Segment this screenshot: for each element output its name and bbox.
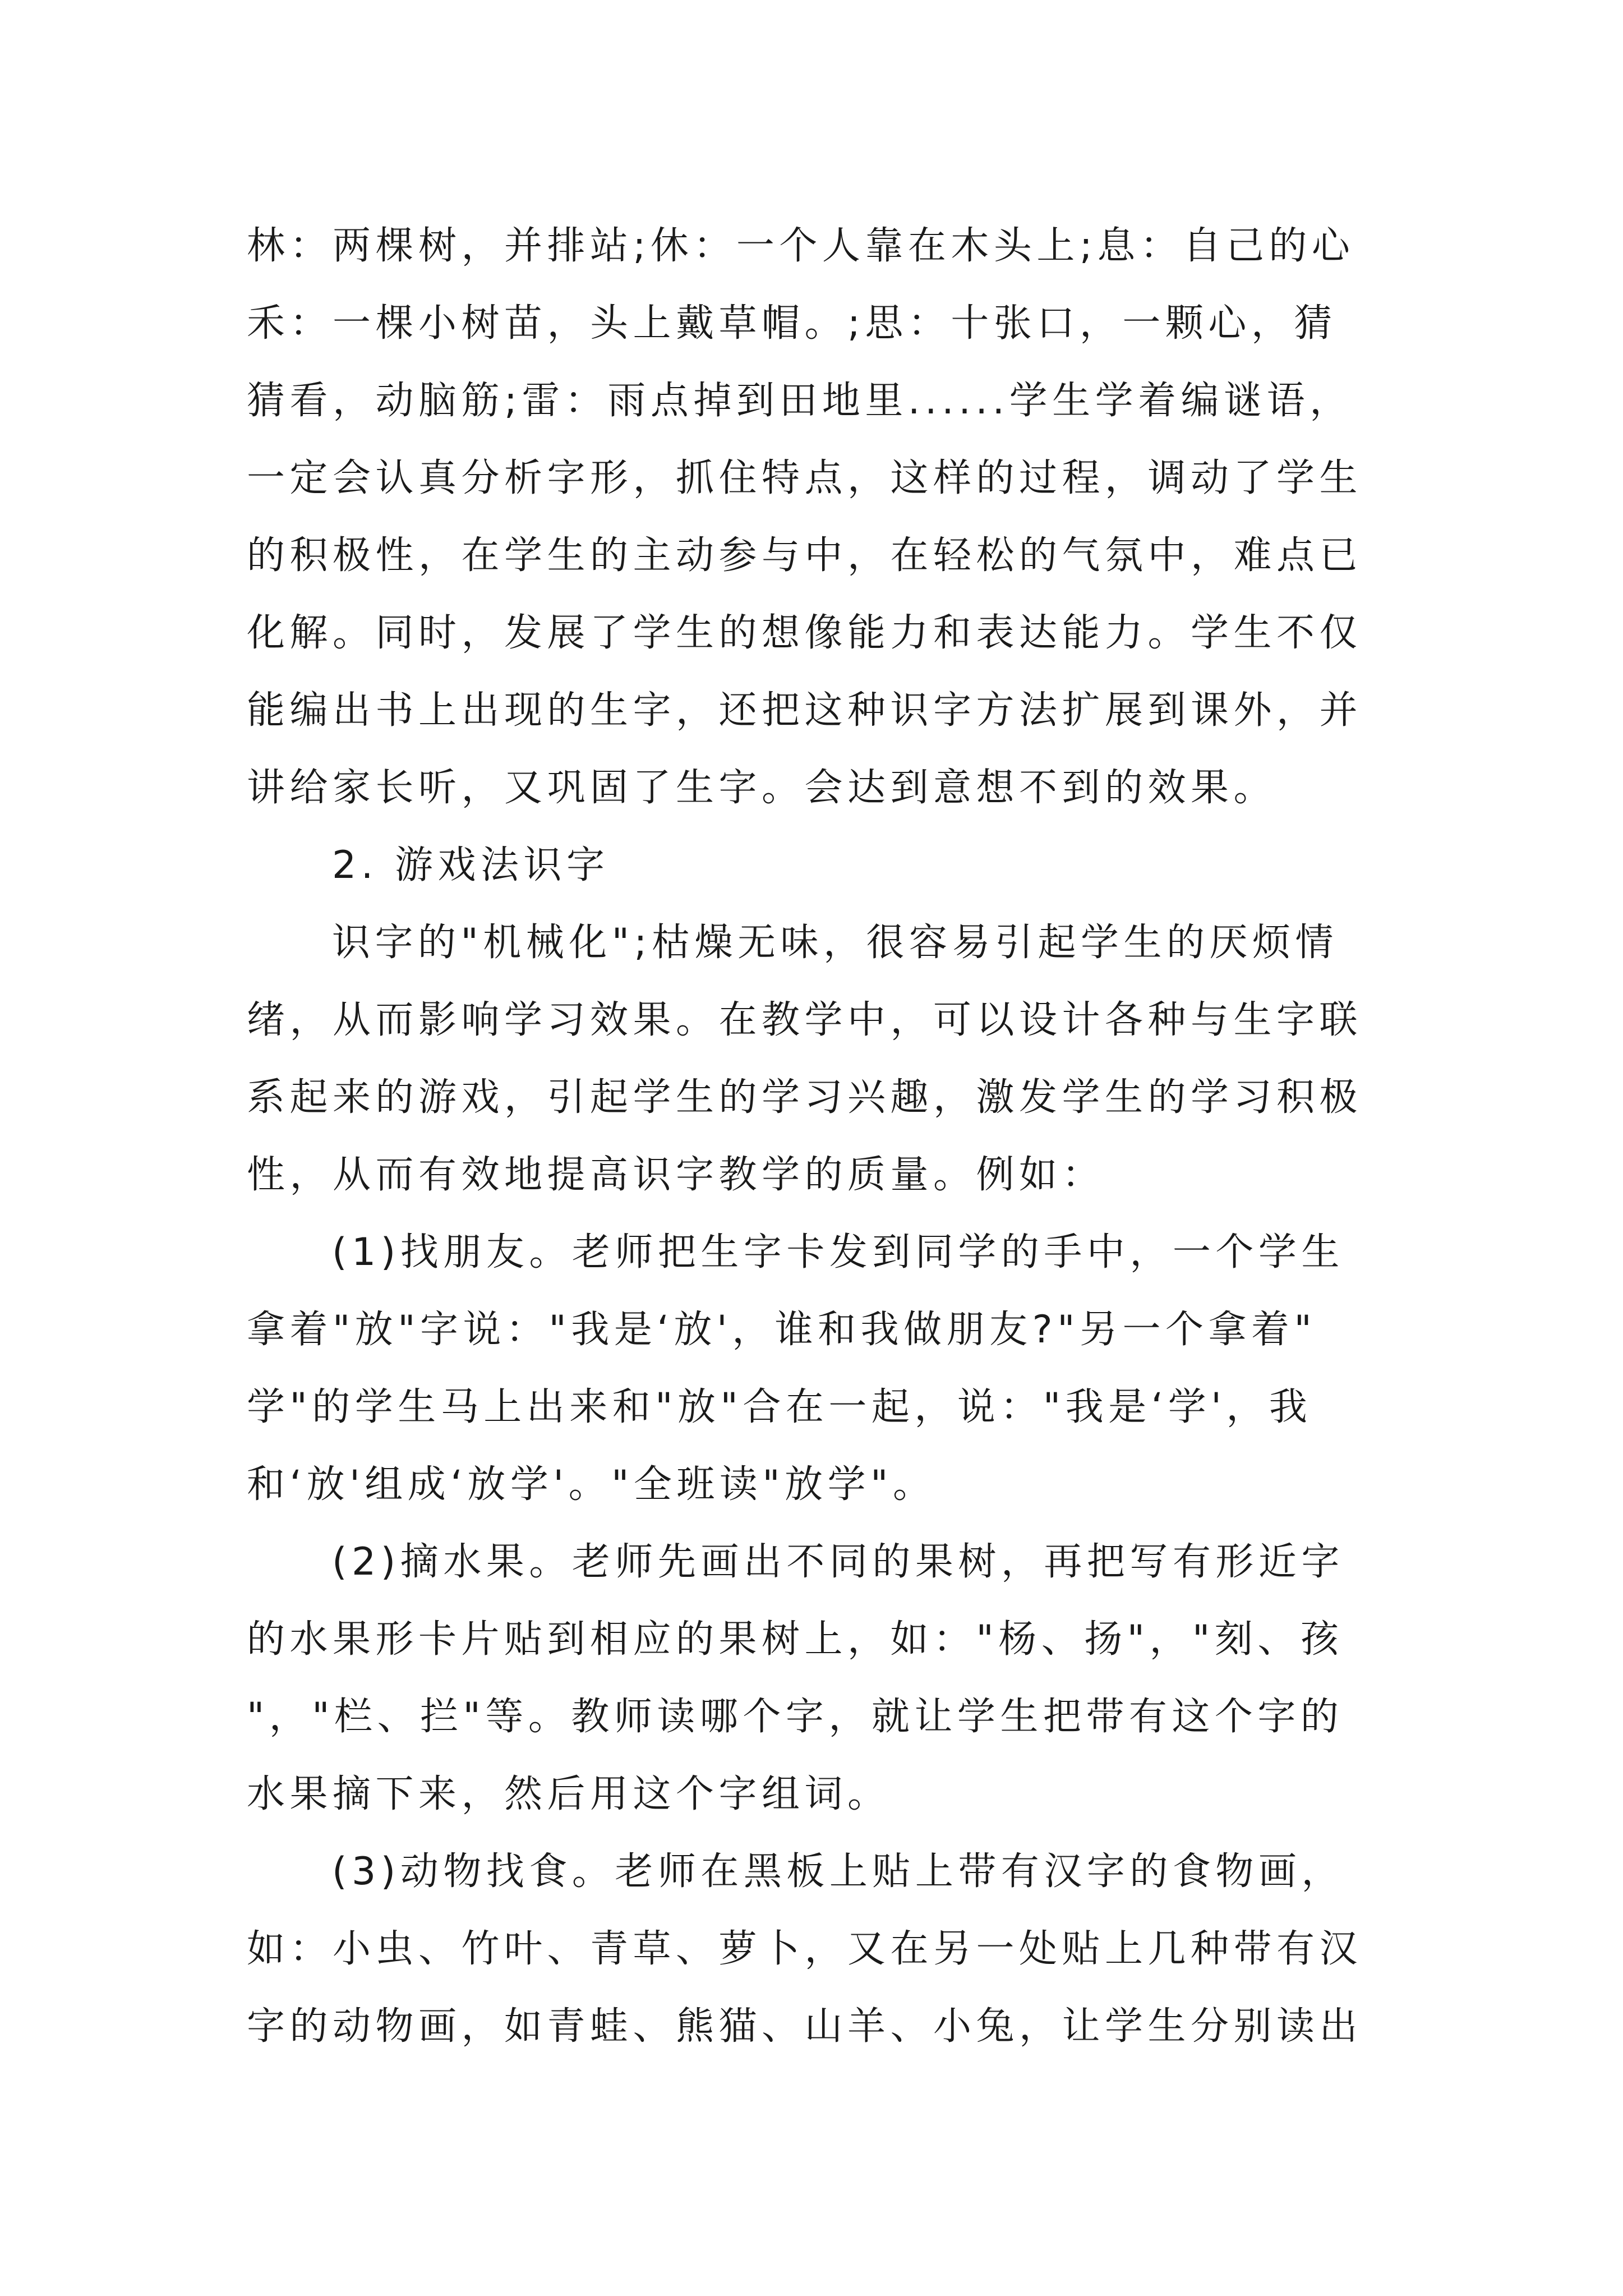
text-line: (1)找朋友。老师把生字卡发到同学的手中，一个学生 — [332, 1230, 1344, 1274]
text-line: 林：两棵树，并排站;休：一个人靠在木头上;息：自己的心 — [247, 224, 1355, 268]
section-heading: 2. 游戏法识字 — [332, 843, 610, 887]
text-line: 绪，从而影响学习效果。在教学中，可以设计各种与生字联 — [247, 998, 1363, 1042]
text-line: 的水果形卡片贴到相应的果树上，如："杨、扬"，"刻、孩 — [247, 1617, 1344, 1662]
text-line: 拿着"放"字说："我是‘放'，谁和我做朋友?"另一个拿着" — [247, 1308, 1317, 1352]
text-line: 字的动物画，如青蛙、熊猫、山羊、小兔，让学生分别读出 — [247, 2004, 1363, 2049]
text-line: 一定会认真分析字形，抓住特点，这样的过程，调动了学生 — [247, 456, 1363, 500]
text-line: 能编出书上出现的生字，还把这种识字方法扩展到课外，并 — [247, 688, 1363, 733]
text-line: (2)摘水果。老师先画出不同的果树，再把写有形近字 — [332, 1540, 1344, 1584]
text-line: 如：小虫、竹叶、青草、萝卜，又在另一处贴上几种带有汉 — [247, 1927, 1363, 1971]
text-line: 猜看，动脑筋;雷：雨点掉到田地里......学生学着编谜语， — [247, 379, 1353, 423]
text-line: 禾：一棵小树苗，头上戴草帽。;思：十张口，一颗心，猜 — [247, 301, 1337, 346]
text-line: 系起来的游戏，引起学生的学习兴趣，激发学生的学习积极 — [247, 1075, 1363, 1120]
text-line: 和‘放'组成‘放学'。"全班读"放学"。 — [247, 1462, 936, 1507]
text-line: (3)动物找食。老师在黑板上贴上带有汉字的食物画， — [332, 1849, 1344, 1894]
body-text — [247, 208, 1391, 2065]
text-line: 水果摘下来，然后用这个字组词。 — [247, 1772, 891, 1816]
text-line: 化解。同时，发展了学生的想像能力和表达能力。学生不仅 — [247, 611, 1363, 655]
text-line: 讲给家长听，又巩固了生字。会达到意想不到的效果。 — [247, 766, 1277, 810]
text-line: 识字的"机械化";枯燥无味，很容易引起学生的厌烦情 — [332, 921, 1338, 965]
text-line: "，"栏、拦"等。教师读哪个字，就让学生把带有这个字的 — [247, 1695, 1344, 1739]
text-line: 学"的学生马上出来和"放"合在一起，说："我是‘学'，我 — [247, 1385, 1312, 1429]
text-line: 性，从而有效地提高识字教学的质量。例如： — [247, 1153, 1105, 1197]
text-line: 的积极性，在学生的主动参与中，在轻松的气氛中，难点已 — [247, 533, 1363, 578]
